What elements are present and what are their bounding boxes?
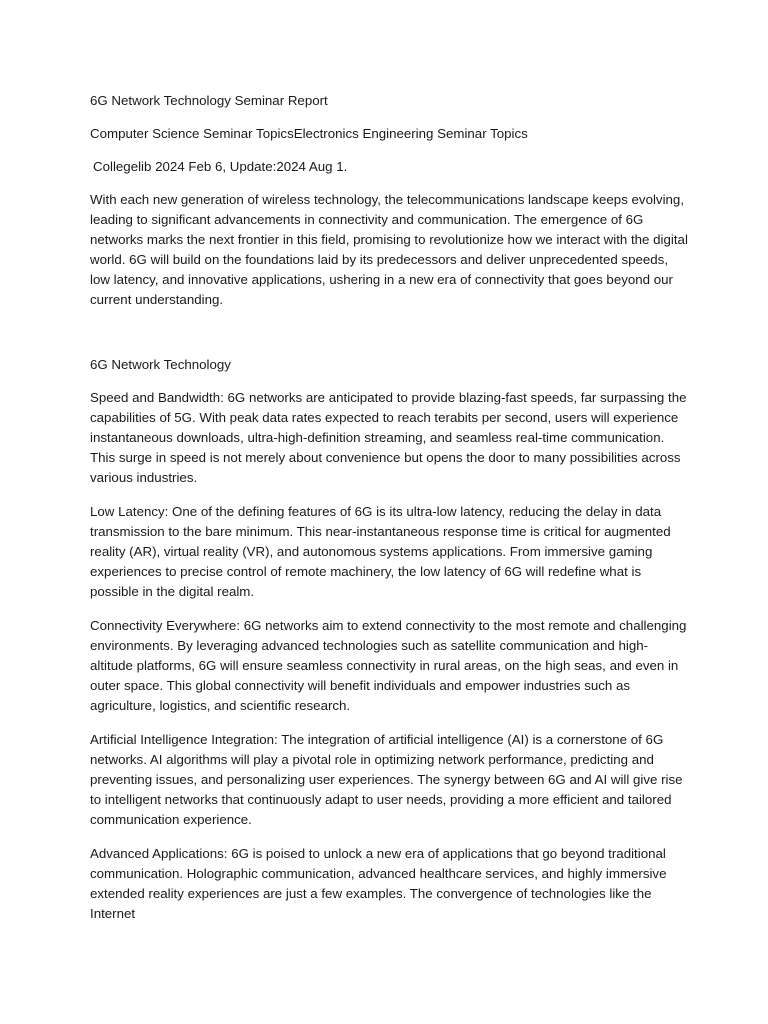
document-title: 6G Network Technology Seminar Report: [90, 93, 328, 108]
paragraph-connectivity: Connectivity Everywhere: 6G networks aim to extend connectivity to the most remote and challenging environments. By leveraging advanced technologies such as satellite communication and high-altitude platforms, 6G will ensure seamless connectivity in rural areas, on the high seas, and even in outer space. This global connectivity will benefit individuals and empower industries such as agriculture, logistics, and scientific research.: [90, 618, 687, 713]
section-heading: 6G Network Technology: [90, 357, 231, 372]
document-page: [90, 91, 690, 924]
paragraph-low-latency: Low Latency: One of the defining features of 6G is its ultra-low latency, reducing the delay in data transmission to the bare minimum. This near-instantaneous response time is critical for augmented reality (AR), virtual reality (VR), and autonomous systems applications. From immersive gaming experiences to precise control of remote machinery, the low latency of 6G will redefine what is possible in the digital realm.: [90, 504, 671, 599]
paragraph-speed-bandwidth: Speed and Bandwidth: 6G networks are anticipated to provide blazing-fast speeds, far surpassing the capabilities of 5G. With peak data rates expected to reach terabits per second, users will experience instantaneous downloads, ultra-high-definition streaming, and seamless real-time communication. This surge in speed is not merely about convenience but opens the door to many possibilities across various industries.: [90, 390, 687, 485]
category-tags: Computer Science Seminar TopicsElectronics Engineering Seminar Topics: [90, 126, 528, 141]
paragraph-advanced-applications: Advanced Applications: 6G is poised to unlock a new era of applications that go beyond traditional communication. Holographic communication, advanced healthcare services, and highly immersive extended reality experiences are just a few examples. The convergence of technologies like the Internet: [90, 846, 667, 921]
paragraph-ai-integration: Artificial Intelligence Integration: The integration of artificial intelligence (AI) is a cornerstone of 6G networks. AI algorithms will play a pivotal role in optimizing network performance, predicting and preventing issues, and personalizing user experiences. The synergy between 6G and AI will give rise to intelligent networks that continuously adapt to user needs, providing a more efficient and tailored communication experience.: [90, 732, 683, 827]
publish-meta: Collegelib 2024 Feb 6, Update:2024 Aug 1.: [93, 159, 348, 174]
intro-paragraph: With each new generation of wireless technology, the telecommunications landscape keeps evolving, leading to significant advancements in connectivity and communication. The emergence of 6G networks marks the next frontier in this field, promising to revolutionize how we interact with the digital world. 6G will build on the foundations laid by its predecessors and deliver unprecedented speeds, low latency, and innovative applications, ushering in a new era of connectivity that goes beyond our current understanding.: [90, 192, 688, 307]
